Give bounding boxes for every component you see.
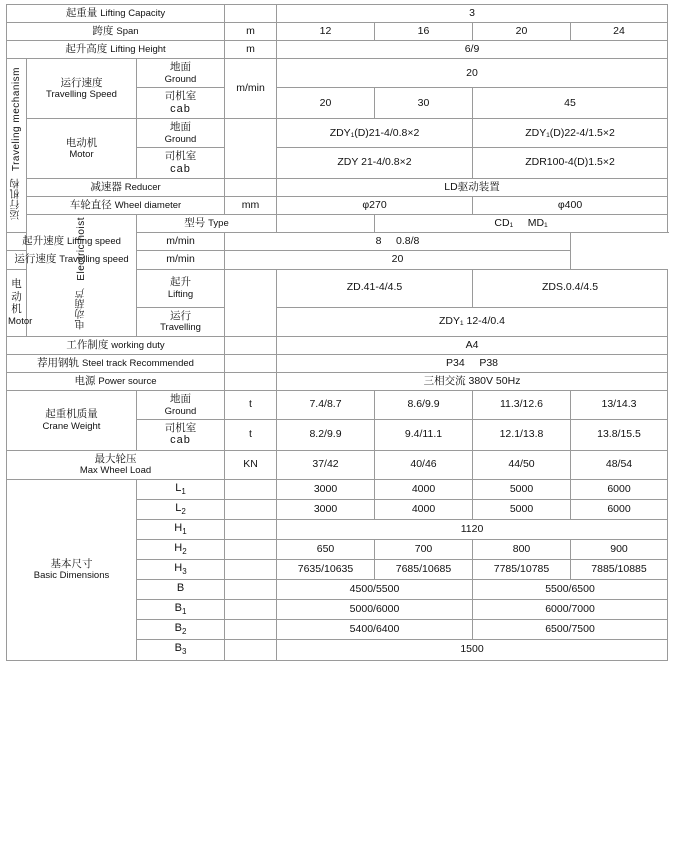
- cell-value: 5000: [473, 479, 571, 499]
- cell-unit: [225, 620, 277, 640]
- sub-label-ground: 地面 Ground: [137, 59, 225, 88]
- sub-label-cab: 司机室 cab: [137, 419, 225, 450]
- sub-label-cab: 司机室 cab: [137, 148, 225, 179]
- cell-unit: [225, 354, 277, 372]
- cell-unit: [225, 519, 277, 539]
- cell-value: 20: [473, 23, 571, 41]
- cell-unit: [225, 539, 277, 559]
- cell-unit: m/min: [137, 233, 225, 251]
- cell-unit: mm: [225, 197, 277, 215]
- cell-value: 20: [277, 59, 668, 88]
- cell-value: 11.3/12.6: [473, 390, 571, 419]
- cell-value: 9.4/11.1: [375, 419, 473, 450]
- cell-unit: m: [225, 41, 277, 59]
- row-label-steel-track: 荐用钢轨 Steel track Recommended: [7, 354, 225, 372]
- cell-value: 20: [225, 251, 571, 269]
- crane-specification-table: [6, 4, 668, 661]
- cell-unit: [225, 600, 277, 620]
- cell-value: ZDY₁(D)22-4/1.5×2: [473, 119, 668, 148]
- cell-value: 40/46: [375, 450, 473, 479]
- cell-value: 48/54: [571, 450, 668, 479]
- table-row: [7, 59, 668, 88]
- row-label-lifting-height: 起升高度 Lifting Height: [7, 41, 225, 59]
- table-row: [7, 41, 668, 59]
- sub-label-travelling: 运行 Travelling: [137, 307, 225, 336]
- row-label-basic-dimensions: 基本尺寸 Basic Dimensions: [7, 479, 137, 660]
- row-label-power-source: 电源 Power source: [7, 372, 225, 390]
- dimension-symbol: $H_2$: [137, 539, 225, 559]
- cell-value: φ400: [473, 197, 668, 215]
- cell-unit: [225, 499, 277, 519]
- table-row: [7, 23, 668, 41]
- cell-unit: [225, 269, 277, 336]
- cell-value: 37/42: [277, 450, 375, 479]
- cell-value: 900: [571, 539, 668, 559]
- row-label-travelling-speed: 运行速度 Travelling Speed: [27, 59, 137, 119]
- cell-value: 3000: [277, 499, 375, 519]
- cell-value: LD驱动装置: [277, 178, 668, 196]
- cell-value: 7785/10785: [473, 560, 571, 580]
- cell-value: 13/14.3: [571, 390, 668, 419]
- cell-unit: m/min: [137, 251, 225, 269]
- cell-unit: [225, 580, 277, 600]
- cell-unit: KN: [225, 450, 277, 479]
- cell-unit: m/min: [225, 59, 277, 119]
- cell-unit: [225, 119, 277, 179]
- table-row: [7, 354, 668, 372]
- cell-value: P34 P38: [277, 354, 668, 372]
- cell-unit: [225, 560, 277, 580]
- cell-value: 5500/6500: [473, 580, 668, 600]
- table-row: [7, 215, 668, 233]
- table-row: [7, 233, 668, 251]
- cell-value: 5400/6400: [277, 620, 473, 640]
- group-label-traveling-mechanism: 运行机构 Traveling mechanism: [7, 59, 27, 233]
- cell-value: 6000/7000: [473, 600, 668, 620]
- row-label-crane-weight: 起重机质量 Crane Weight: [7, 390, 137, 450]
- table-row: [7, 336, 668, 354]
- cell-value: 三相交流 380V 50Hz: [277, 372, 668, 390]
- table-row: [7, 450, 668, 479]
- cell-value: 6000: [571, 499, 668, 519]
- table-row: [7, 178, 668, 196]
- row-label-motor-hoist: 电动机 Motor: [7, 269, 27, 336]
- dimension-symbol: $H_3$: [137, 560, 225, 580]
- cell-value: 700: [375, 539, 473, 559]
- sub-label-ground: 地面 Ground: [137, 390, 225, 419]
- cell-value: 7.4/8.7: [277, 390, 375, 419]
- cell-value: ZDY₁(D)21-4/0.8×2: [277, 119, 473, 148]
- cell-value: 3: [277, 5, 668, 23]
- table-row: [7, 5, 668, 23]
- cell-value: 12: [277, 23, 375, 41]
- dimension-symbol: $H_1$: [137, 519, 225, 539]
- cell-unit: [225, 5, 277, 23]
- cell-value: ZDS.0.4/4.5: [473, 269, 668, 307]
- table-row: [7, 251, 668, 269]
- row-label-span: 跨度 Span: [7, 23, 225, 41]
- cell-value: φ270: [277, 197, 473, 215]
- cell-value: 7685/10685: [375, 560, 473, 580]
- dimension-symbol: $B_3$: [137, 640, 225, 660]
- row-label-lifting-capacity: 起重量 Lifting Capacity: [7, 5, 225, 23]
- sub-label-lifting: 起升 Lifting: [137, 269, 225, 307]
- cell-value: 7885/10885: [571, 560, 668, 580]
- table-row: [7, 119, 668, 148]
- cell-value: 6/9: [277, 41, 668, 59]
- cell-value: 7635/10635: [277, 560, 375, 580]
- cell-value: 24: [571, 23, 668, 41]
- row-label-wheel-diameter: 车轮直径 Wheel diameter: [27, 197, 225, 215]
- dimension-symbol: $B_1$: [137, 600, 225, 620]
- cell-value: ZDY 21-4/0.8×2: [277, 148, 473, 179]
- cell-value: 1500: [277, 640, 668, 660]
- cell-value: ZD.41-4/4.5: [277, 269, 473, 307]
- cell-value: ZDR100-4(D)1.5×2: [473, 148, 668, 179]
- sub-label-cab: 司机室 cab: [137, 88, 225, 119]
- cell-unit: [277, 215, 375, 233]
- row-label-working-duty: 工作制度 working duty: [7, 336, 225, 354]
- cell-value: 16: [375, 23, 473, 41]
- table-row: [7, 479, 668, 499]
- cell-unit: m: [225, 23, 277, 41]
- table-row: [7, 390, 668, 419]
- cell-value: 44/50: [473, 450, 571, 479]
- row-label-max-wheel-load: 最大轮压 Max Wheel Load: [7, 450, 225, 479]
- dimension-symbol: $L_2$: [137, 499, 225, 519]
- cell-value: 20: [277, 88, 375, 119]
- cell-value: 8.2/9.9: [277, 419, 375, 450]
- cell-value: 8.6/9.9: [375, 390, 473, 419]
- cell-value: 5000: [473, 499, 571, 519]
- cell-unit: [225, 640, 277, 660]
- cell-value: ZDY₁ 12-4/0.4: [277, 307, 668, 336]
- dimension-symbol: $L_1$: [137, 479, 225, 499]
- cell-value: 4000: [375, 499, 473, 519]
- cell-value: 13.8/15.5: [571, 419, 668, 450]
- cell-value: 650: [277, 539, 375, 559]
- table-row: [7, 197, 668, 215]
- cell-unit: [225, 336, 277, 354]
- row-label-hoist-lifting-speed: 起升速度 Lifting speed: [7, 233, 137, 251]
- cell-value: 6000: [571, 479, 668, 499]
- row-label-hoist-travelling-speed: 运行速度 Travelling speed: [7, 251, 137, 269]
- cell-value: 5000/6000: [277, 600, 473, 620]
- cell-value: A4: [277, 336, 668, 354]
- cell-value: 6500/7500: [473, 620, 668, 640]
- row-label-motor-traveling: 电动机 Motor: [27, 119, 137, 179]
- dimension-symbol: B: [137, 580, 225, 600]
- cell-value: 3000: [277, 479, 375, 499]
- cell-value: 800: [473, 539, 571, 559]
- cell-unit: [225, 178, 277, 196]
- group-label-electric-hoist: 电动葫芦 Electric hoist: [27, 215, 137, 336]
- row-label-reducer: 减速器 Reducer: [27, 178, 225, 196]
- cell-unit: [225, 479, 277, 499]
- cell-value: 1120: [277, 519, 668, 539]
- cell-value: 12.1/13.8: [473, 419, 571, 450]
- cell-value: 4500/5500: [277, 580, 473, 600]
- cell-value: 45: [473, 88, 668, 119]
- cell-value: 30: [375, 88, 473, 119]
- cell-unit: t: [225, 390, 277, 419]
- cell-unit: t: [225, 419, 277, 450]
- cell-value: 8 0.8/8: [225, 233, 571, 251]
- dimension-symbol: $B_2$: [137, 620, 225, 640]
- cell-unit: [225, 372, 277, 390]
- cell-value: CD₁ MD₁: [375, 215, 668, 233]
- row-label-type: 型号 Type: [137, 215, 277, 233]
- cell-value: 4000: [375, 479, 473, 499]
- sub-label-ground: 地面 Ground: [137, 119, 225, 148]
- table-row: [7, 372, 668, 390]
